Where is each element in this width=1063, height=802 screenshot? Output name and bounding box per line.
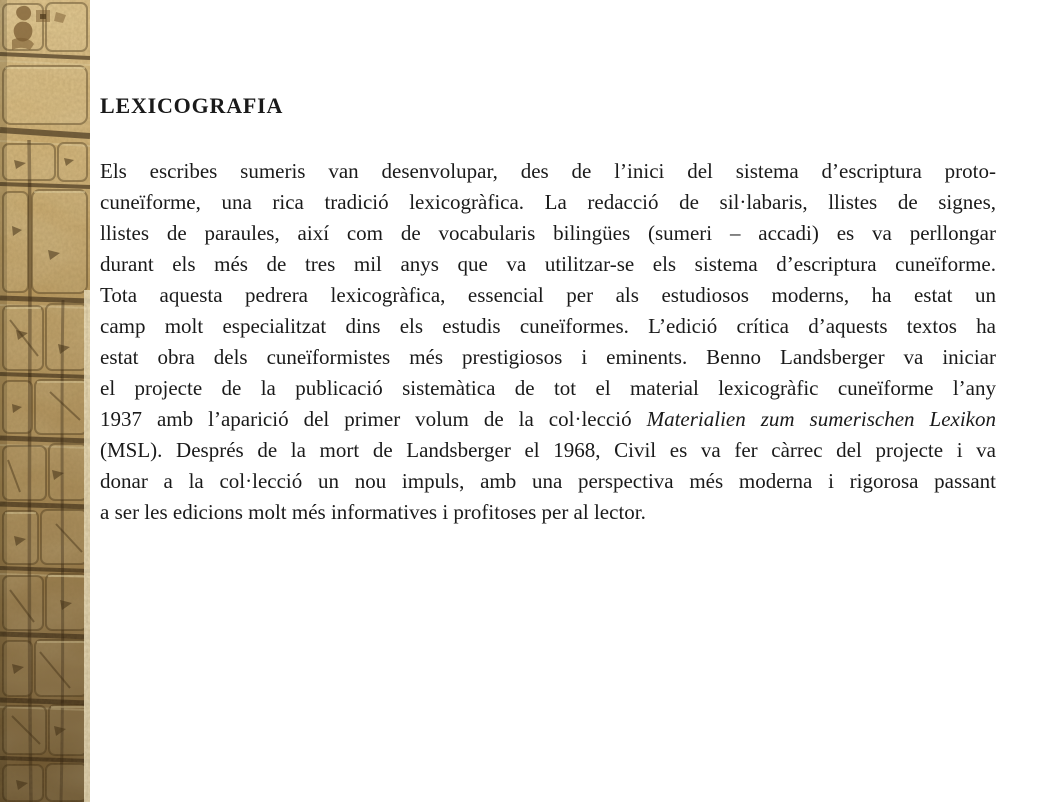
paragraph-line — [100, 156, 996, 187]
paragraph-text: Tota aquesta pedrera lexicogràfica, essencial per als estudiosos moderns, ha estat un — [100, 283, 996, 307]
paragraph-text: estat obra dels cuneïformistes més prestigiosos i eminents. Benno Landsberger va iniciar — [100, 345, 996, 369]
page-title: LEXICOGRAFIA — [100, 93, 284, 118]
paragraph-line — [100, 280, 996, 311]
paragraph-text: Els escribes sumeris van desenvolupar, des de l’inici del sistema d’escriptura proto- — [100, 159, 996, 183]
cuneiform-tablet-svg — [0, 0, 90, 802]
cuneiform-tablet-image — [0, 0, 90, 802]
paragraph-text: 1937 amb l’aparició del primer volum de la col·lecció — [100, 407, 647, 431]
paragraph-text: camp molt especialitzat dins els estudis cuneïformes. L’edició crítica d’aquests textos ha — [100, 314, 996, 338]
paragraph-text: (MSL). Després de la mort de Landsberger el 1968, Civil es va fer càrrec del projecte i va — [100, 438, 996, 462]
paragraph-line — [100, 249, 996, 280]
italic-book-title: Materialien zum sumerischen Lexikon — [646, 407, 996, 431]
paragraph-line — [100, 435, 996, 466]
paragraph-text: cuneïforme, una rica tradició lexicogràfica. La redacció de sil·labaris, llistes de signes, — [100, 190, 996, 214]
article — [100, 93, 996, 528]
paragraph-line — [100, 497, 996, 528]
paragraph-text: a ser les edicions molt més informatives i profitoses per al lector. — [100, 500, 646, 524]
paragraph-line — [100, 218, 996, 249]
paragraph-text: durant els més de tres mil anys que va utilitzar-se els sistema d’escriptura cuneïforme. — [100, 252, 996, 276]
paragraph-text: donar a la col·lecció un nou impuls, amb una perspectiva més moderna i rigorosa passant — [100, 469, 996, 493]
paragraph-text: el projecte de la publicació sistemàtica de tot el material lexicogràfic cuneïforme l’any — [100, 376, 996, 400]
paragraph-line — [100, 342, 996, 373]
paragraph-text: llistes de paraules, així com de vocabularis bilingües (sumeri – accadi) es va perllongar — [100, 221, 996, 245]
paragraph-line — [100, 466, 996, 497]
article-paragraph — [100, 156, 996, 528]
paragraph-line — [100, 187, 996, 218]
paragraph-line — [100, 404, 996, 435]
paragraph-line — [100, 311, 996, 342]
paragraph-line — [100, 373, 996, 404]
